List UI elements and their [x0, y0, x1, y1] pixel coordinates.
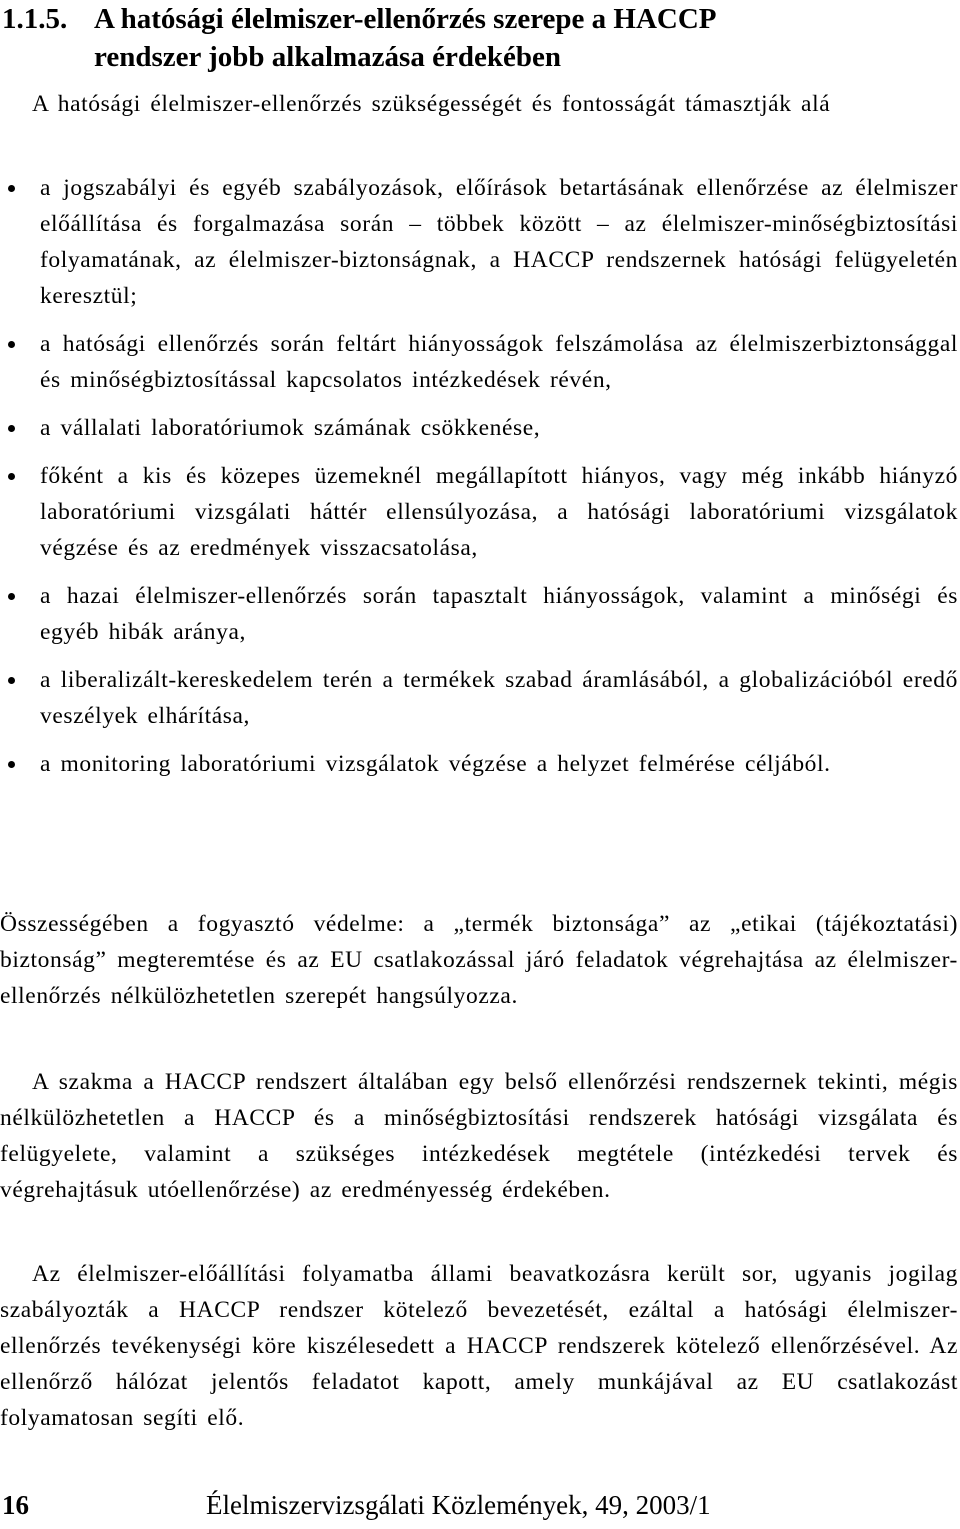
list-item-text: a jogszabályi és egyéb szabályozások, előírások betartásának ellenőrzése az élelmiszer előállítása és forgalmazása során – többek között – az élelmiszer-minőségbiztosítási folyamatának, az élelmiszer-biztonságnak, a HACCP rendszernek hatósági felügyeletén keresztül; — [40, 175, 958, 309]
list-item — [0, 170, 958, 314]
section-heading — [2, 0, 942, 76]
section-number: 1.1.5. — [2, 3, 68, 35]
section-title-line1: A hatósági élelmiszer-ellenőrzés szerepe a HACCP — [94, 3, 717, 35]
list-item — [0, 410, 958, 446]
bullet-icon — [8, 473, 15, 480]
list-item-text: főként a kis és közepes üzemeknél megállapított hiányos, vagy még inkább hiányzó laboratóriumi vizsgálati háttér ellensúlyozása, a hatósági laboratóriumi vizsgálatok végzése és az eredmények visszacsatolása, — [40, 463, 958, 561]
journal-citation: Élelmiszervizsgálati Közlemények, 49, 2003/1 — [206, 1490, 711, 1520]
page-number: 16 — [2, 1490, 29, 1520]
list-item — [0, 326, 958, 398]
bullet-icon — [8, 185, 15, 192]
bullet-icon — [8, 425, 15, 432]
list-item — [0, 578, 958, 650]
intro-paragraph: A hatósági élelmiszer-ellenőrzés szükségességét és fontosságát támasztják alá — [32, 91, 831, 117]
bullet-icon — [8, 341, 15, 348]
paragraph-summary: Összességében a fogyasztó védelme: a „termék biztonsága” az „etikai (tájékoztatási) biztonság” megteremtése és az EU csatlakozással járó feladatok végrehajtása az élelmiszer-ellenőrzés nélkülözhetetlen szerepét hangsúlyozza. — [0, 911, 958, 1009]
list-item-text: a vállalati laboratóriumok számának csökkenése, — [40, 415, 541, 441]
page-footer — [2, 1488, 952, 1522]
list-item-text: a hazai élelmiszer-ellenőrzés során tapasztalt hiányosságok, valamint a minőségi és egyéb hibák aránya, — [40, 583, 958, 645]
bullet-icon — [8, 677, 15, 684]
bullet-icon — [8, 593, 15, 600]
list-item-text: a liberalizált-kereskedelem terén a termékek szabad áramlásából, a globalizációból eredő veszélyek elhárítása, — [40, 667, 958, 729]
paragraph-state-intervention: Az élelmiszer-előállítási folyamatba állami beavatkozásra került sor, ugyanis jogilag szabályozták a HACCP rendszer kötelező bevezetését, ezáltal a hatósági élelmiszer-ellenőrzés tevékenységi köre kiszélesedett a HACCP rendszerek kötelező ellenőrzésével. Az ellenőrző hálózat jelentős feladatot kapott, amely munkájával az EU csatlakozást folyamatosan segíti elő. — [0, 1261, 958, 1431]
list-item — [0, 746, 958, 782]
section-title-line2: rendszer jobb alkalmazása érdekében — [94, 41, 561, 73]
list-item-text: a hatósági ellenőrzés során feltárt hiányosságok felszámolása az élelmiszerbiztonsággal és minőségbiztosítással kapcsolatos intézkedések révén, — [40, 331, 958, 393]
list-item-text: a monitoring laboratóriumi vizsgálatok végzése a helyzet felmérése céljából. — [40, 751, 831, 777]
bullet-icon — [8, 761, 15, 768]
list-item — [0, 458, 958, 566]
bullet-list — [0, 170, 958, 794]
list-item — [0, 662, 958, 734]
paragraph-haccp: A szakma a HACCP rendszert általában egy belső ellenőrzési rendszernek tekinti, mégis nélkülözhetetlen a HACCP és a minőségbiztosítási rendszerek hatósági vizsgálata és felügyelete, valamint a szükséges intézkedések megtétele (intézkedési tervek és végrehajtásuk utóellenőrzése) az eredményesség érdekében. — [0, 1069, 958, 1203]
